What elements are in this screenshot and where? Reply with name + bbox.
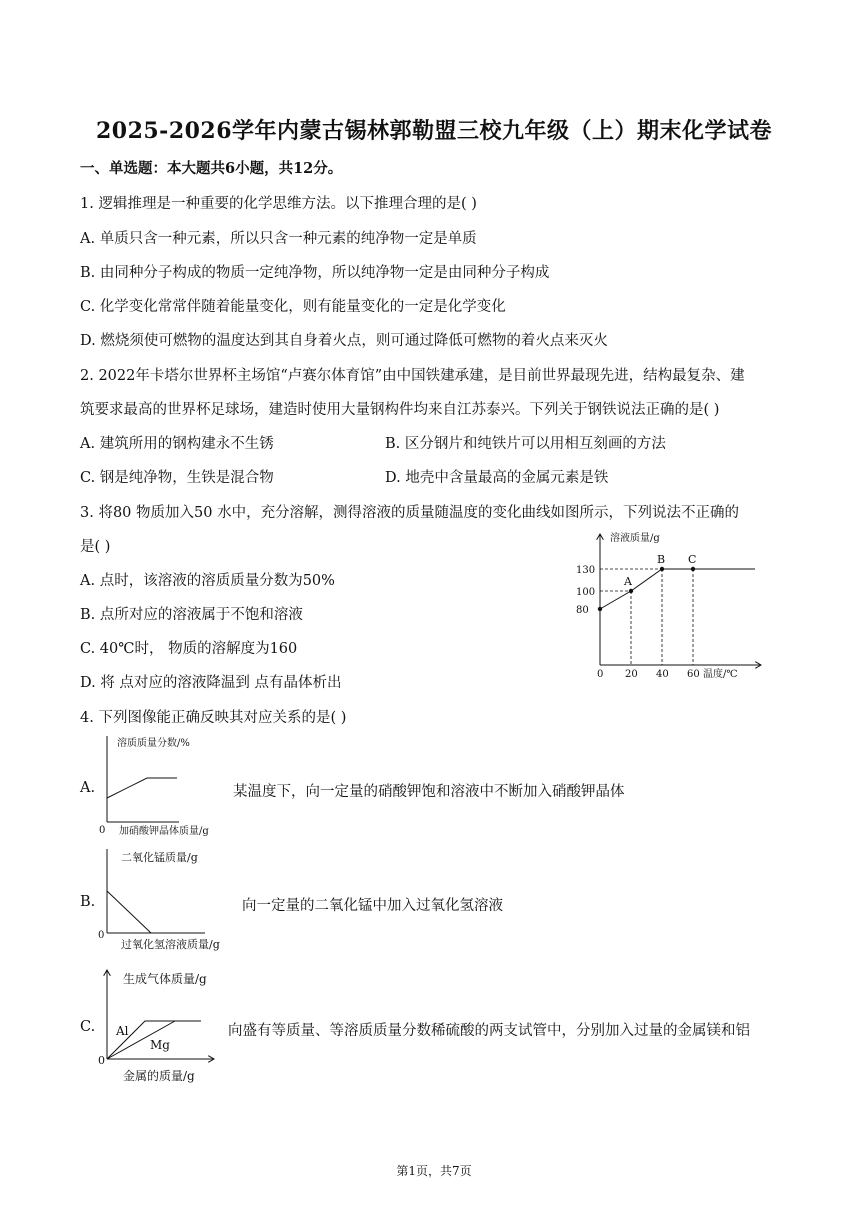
point-start — [598, 607, 602, 611]
y-axis-label: 溶液质量/g — [610, 533, 660, 544]
q4-b-xlabel: 过氧化氢溶液质量/g — [121, 938, 220, 951]
q3-option-a: A. 点时，该溶液的溶质质量分数为50% — [80, 573, 335, 589]
q4-option-b-graph — [95, 843, 245, 953]
x-axis-label: 温度/℃ — [703, 669, 738, 680]
q4-c-mg-label: Mg — [150, 1038, 170, 1052]
point-B — [660, 567, 664, 571]
q1-option-d: D. 燃烧须使可燃物的温度达到其自身着火点，则可通过降低可燃物的着火点来灭火 — [80, 333, 608, 349]
q2-option-a: A. 建筑所用的钢构建永不生锈 — [80, 436, 274, 452]
q4-option-c-desc: 向盛有等质量、等溶质质量分数稀硫酸的两支试管中，分别加入过量的金属镁和铝 — [228, 1023, 750, 1039]
q4-option-a-label: A. — [80, 780, 96, 796]
q3-option-c: C. 40℃时， 物质的溶解度为160 — [80, 641, 298, 657]
q4-option-a-graph — [95, 730, 245, 838]
q4-b-curve — [107, 891, 151, 933]
q3-option-d: D. 将 点对应的溶液降温到 点有晶体析出 — [80, 675, 342, 691]
q4-a-xlabel: 加硝酸钾晶体质量/g — [119, 826, 209, 837]
q4-a-origin: 0 — [99, 825, 106, 836]
q4-c-origin: 0 — [98, 1054, 105, 1067]
point-label-B: B — [657, 553, 666, 566]
q1-option-a: A. 单质只含一种元素，所以只含一种元素的纯净物一定是单质 — [80, 231, 477, 247]
q2-option-b: B. 区分钢片和纯铁片可以用相互刻画的方法 — [385, 436, 666, 452]
q4-c-al-label: Al — [116, 1024, 129, 1038]
q4-option-b-desc: 向一定量的二氧化锰中加入过氧化氢溶液 — [242, 898, 503, 914]
q4-b-origin: 0 — [98, 930, 105, 941]
y-tick-100: 100 — [576, 587, 596, 598]
exam-title: 2025-2026学年内蒙古锡林郭勒盟三校九年级（上）期末化学试卷 — [95, 118, 773, 144]
q4-option-b-label: B. — [80, 894, 96, 910]
point-A — [629, 589, 633, 593]
q4-c-ylabel: 生成气体质量/g — [123, 972, 207, 986]
q3-stem-line1: 3. 将80 物质加入50 水中，充分溶解，测得溶液的质量随温度的变化曲线如图所示，下列说法不正确的 — [80, 505, 740, 521]
q4-a-curve — [107, 778, 177, 798]
y-tick-130: 130 — [576, 565, 596, 576]
q4-option-a-desc: 某温度下，向一定量的硝酸钾饱和溶液中不断加入硝酸钾晶体 — [233, 784, 625, 800]
q4-option-c-label: C. — [80, 1019, 96, 1035]
solution-mass-chart — [570, 527, 770, 687]
origin-tick: 0 — [597, 669, 604, 680]
q1-option-b: B. 由同种分子构成的物质一定纯净物，所以纯净物一定是由同种分子构成 — [80, 265, 550, 281]
q4-option-c-graph — [95, 963, 225, 1088]
q4-a-ylabel: 溶质质量分数/% — [117, 738, 190, 749]
q2-option-c: C. 钢是纯净物，生铁是混合物 — [80, 470, 274, 486]
q4-stem: 4. 下列图像能正确反映其对应关系的是( ) — [80, 710, 347, 726]
q4-c-xlabel: 金属的质量/g — [123, 1069, 195, 1083]
q1-option-c: C. 化学变化常常伴随着能量变化，则有能量变化的一定是化学变化 — [80, 299, 506, 315]
q3-stem-line2: 是( ) — [80, 539, 111, 555]
point-label-C: C — [688, 553, 697, 566]
q2-stem-line2: 筑要求最高的世界杯足球场，建造时使用大量钢构件均来自江苏泰兴。下列关于钢铁说法正确的是( ) — [80, 402, 720, 418]
page-footer: 第1页，共7页 — [396, 1164, 472, 1178]
q2-stem-line1: 2. 2022年卡塔尔世界杯主场馆“卢赛尔体育馆”由中国铁建承建，是目前世界最现先进，结构最复杂、建 — [80, 368, 745, 384]
x-tick-60: 60 — [687, 669, 700, 680]
q4-b-ylabel: 二氧化锰质量/g — [121, 851, 198, 864]
point-C — [691, 567, 695, 571]
section-heading: 一、单选题：本大题共6小题，共12分。 — [80, 160, 343, 177]
x-tick-20: 20 — [625, 669, 638, 680]
q3-option-b: B. 点所对应的溶液属于不饱和溶液 — [80, 607, 303, 623]
x-tick-40: 40 — [656, 669, 669, 680]
q1-stem: 1. 逻辑推理是一种重要的化学思维方法。以下推理合理的是( ) — [80, 196, 477, 212]
q2-option-d: D. 地壳中含量最高的金属元素是铁 — [385, 470, 609, 486]
y-tick-80: 80 — [576, 605, 589, 616]
point-label-A: A — [624, 575, 632, 588]
